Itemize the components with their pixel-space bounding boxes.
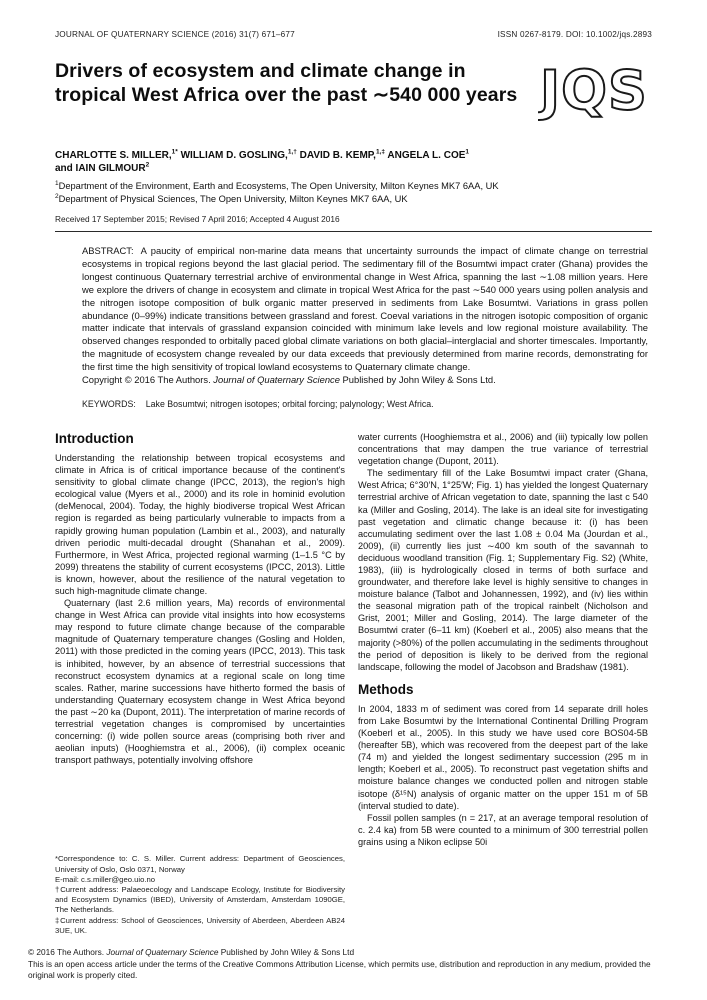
body-paragraph: water currents (Hooghiemstra et al., 2006) and (iii) typically low pollen concentrations that may dampen the true variance of terrestrial vegetation change (Dupont, 2011). bbox=[358, 431, 648, 467]
abstract bbox=[82, 245, 648, 387]
jqs-logo bbox=[538, 53, 650, 138]
author: DAVID B. KEMP,$^{1,\ddagger}$ bbox=[296, 148, 386, 161]
introduction-heading: Introduction bbox=[55, 430, 134, 446]
journal-name-italic: Journal of Quaternary Science bbox=[106, 946, 219, 957]
introduction-paragraph: Understanding the relationship between tropical ecosystems and climate in Africa is of critical importance because of the continent's sensitivity to global climate change (IPCC, 2013), the region's high ecological value (Myers et al., 2000) and its role in hominid evolution (deMenocal, 2004). Today, the highly biodiverse tropical West African region is regarded as being particularly vulnerable to impacts from a rapidly growing human population (Lambin et al., 2003), and naturally driven periodic multi-decadal drought (Shanahan et al., 2009). Furthermore, in West Africa, projected regional warming (1–1.5 °C by 2099) threatens the stability of current ecosystems (IPCC, 2013). Little is known, however, about the resilience of the natural vegetation to such high-magnitude climate change. bbox=[55, 452, 345, 596]
author-affil-mark: 1 bbox=[465, 148, 470, 156]
author-affil-mark: 1,† bbox=[287, 148, 297, 156]
issn-doi: ISSN 0267-8179. DOI: 10.1002/jqs.2893 bbox=[497, 30, 652, 39]
affiliations bbox=[55, 180, 652, 205]
body-paragraph: The sedimentary fill of the Lake Bosumtwi impact crater (Ghana, West Africa; 6°30′N, 1°25′W; Fig. 1) has yielded the longest Quaternary terrestrial archive of African vegetation to date, spanning the last c 540 ka (Miller and Gosling, 2014). The lake is an ideal site for investigating past vegetation and climatic change because it: (i) has been accumulating sediment over the last 1.08 ± 0.04 Ma (Jourdan et al., 2009), (ii) currently lies just ∼400 km south of the savannah to deciduous woodland transition (Fig. 1; Supplementary Fig. S2) (White, 1983), (iii) is hydrologically closed in terms of both surface and groundwater, and therefore lake level is highly sensitive to changes in moisture balance (Talbot and Johannessen, 1992), and (iv) lies within the seasonal migration path of the tropical rainbelt (Nicholson and Grist, 2001; Miller and Gosling, 2014). The large diameter of the Bosumtwi crater (6–11 km) (Koeberl et al., 2005) also means that the majority (>80%) of the pollen accumulating in the sediments throughout the period of deposition is likely to be derived from the regional landscape, following the model of Jacobson and Bradshaw (1981). bbox=[358, 468, 648, 672]
journal-citation: JOURNAL OF QUATERNARY SCIENCE (2016) 31(7) 671–677 bbox=[55, 30, 295, 39]
footnotes bbox=[55, 846, 345, 936]
methods-heading: Methods bbox=[358, 681, 414, 697]
author-affil-mark: 1* bbox=[171, 148, 178, 156]
footer-copyright: © 2016 The Authors. Journal of Quaternary Science Published by John Wiley & Sons Ltd bbox=[28, 946, 355, 957]
author: CHARLOTTE S. MILLER,$^{1*}$ bbox=[55, 148, 178, 161]
dates-line: Received 17 September 2015; Revised 7 April 2016; Accepted 4 August 2016 bbox=[55, 214, 340, 224]
abstract-text: A paucity of empirical non-marine data means that uncertainty surrounds the impact of climate change on terrestrial ecosystems in tropical regions beyond the last glacial period. The sedimentary fill of the Bosumtwi impact crater (Ghana) provides the longest continuous Quaternary terrestrial archive of environmental change in West Africa, spanning the last ∼1.08 million years. Here we explore the drivers of change in ecosystem and climate in tropical West Africa for the past ∼540 000 years using pollen analysis and the nitrogen isotope composition of bulk organic matter preserved in sediments from Lake Bosumtwi. Variations in grass pollen abundance (0–99%) indicate transitions between grassland and forest. Coeval variations in the nitrogen isotopic composition of organic matter indicate that intervals of grassland expansion coincided with minimum lake levels and low regional moisture availability. The observed changes responded to orbitally paced global climate variations on both glacial–interglacial and shorter timescales. Importantly, the magnitude of ecosystem change revealed by our data exceeds that previously determined from marine records, demonstrating for the first time the high sensitivity of tropical lowland ecosystems to Quaternary climate change. bbox=[82, 245, 648, 373]
author: ANGELA L. COE$^1$ bbox=[385, 148, 470, 161]
title-row bbox=[55, 59, 652, 138]
page-footer bbox=[28, 947, 678, 982]
footnote-correspondence: *Correspondence to: C. S. Miller. Current address: Department of Geosciences, University of Oslo, Oslo 0371, Norway bbox=[55, 854, 345, 874]
methods-paragraph: In 2004, 1833 m of sediment was cored from 14 separate drill holes from Lake Bosumtwi by the International Continental Drilling Program (Koeberl et al., 2005). In this study we have used core BOS04-5B (hereafter 5B), which was recovered from the deepest part of the lake (74 m) and yielded the longest sedimentary succession (295 m in length; Koeberl et al., 2005). To reconstruct past vegetation shifts and moisture balance changes we conducted pollen and nitrogen stable isotope (δ¹⁵N) analysis of organic matter on the upper 151 m of 5B (interval studied to date). bbox=[358, 703, 648, 811]
author: and IAIN GILMOUR$^2$ bbox=[55, 161, 150, 174]
footnote-email: E-mail: c.s.miller@geo.uio.no bbox=[55, 874, 156, 884]
keywords-line bbox=[82, 399, 652, 409]
jqs-logo-svg bbox=[538, 53, 650, 133]
two-column-body bbox=[55, 431, 652, 936]
keywords-label: KEYWORDS: bbox=[82, 398, 136, 409]
author-affil-mark: 2 bbox=[145, 161, 150, 169]
journal-name-italic: Journal of Quaternary Science bbox=[213, 374, 340, 386]
introduction-paragraph: Quaternary (last 2.6 million years, Ma) records of environmental change in West Africa can provide vital insights into how ecosystems may respond to future climate change because of the comparable magnitude of Quaternary temperature changes (Gosling and Holden, 2011) with those predicted in the coming years (IPCC, 2013). This task is inhibited, however, by an absence of terrestrial successions that reconstruct ecosystem dynamics at a regional scale on long time scales. Rather, marine successions have hitherto formed the basis of understanding Quaternary ecosystem change in West Africa beyond the past ∼20 ka (Dupont, 2011). The interpretation of marine records of terrestrial vegetation changes is compromised by uncertainties concerning: (i) wide pollen source areas (comprising both river and aeolian inputs) (Hooghiemstra et al., 2006), (ii) complex oceanic transport pathways, potentially involving offshore bbox=[55, 598, 345, 766]
introduction-section bbox=[55, 431, 345, 846]
author-affil-mark: 1,‡ bbox=[375, 148, 386, 156]
affiliation: $^1$Department of the Environment, Earth and Ecosystems, The Open University, Milton Keynes MK7 6AA, UK bbox=[55, 179, 499, 191]
article-title: Drivers of ecosystem and climate change in tropical West Africa over the past ∼540 000 years bbox=[55, 60, 518, 106]
header-rule bbox=[55, 231, 652, 232]
affiliation: $^2$Department of Physical Sciences, The Open University, Milton Keynes MK7 6AA, UK bbox=[55, 192, 408, 204]
methods-paragraph: Fossil pollen samples (n = 217, at an average temporal resolution of c. 2.4 ka) from 5B were counted to a minimum of 300 terrestrial pollen grains using a Nikon eclipse 50i bbox=[358, 812, 648, 847]
author-list bbox=[55, 149, 652, 175]
jqs-logo-text: JQS bbox=[540, 59, 648, 122]
footnote-address-double-dagger: ‡Current address: School of Geosciences, University of Aberdeen, Aberdeen AB24 3UE, UK. bbox=[55, 915, 345, 935]
keywords-text: Lake Bosumtwi; nitrogen isotopes; orbital forcing; palynology; West Africa. bbox=[145, 398, 434, 409]
footnote-address-dagger: †Current address: Palaeoecology and Landscape Ecology, Institute for Biodiversity and Ecosystem Dynamics (IBED), University of Amsterdam, Amsterdam 1090GE, The Netherlands. bbox=[55, 884, 345, 915]
left-column bbox=[55, 431, 345, 936]
abstract-copyright: Copyright © 2016 The Authors. Journal of Quaternary Science Published by John Wiley & Sons Ltd. bbox=[82, 374, 496, 386]
masthead bbox=[55, 30, 652, 39]
abstract-label: ABSTRACT: bbox=[82, 245, 134, 256]
author: WILLIAM D. GOSLING,$^{1,\dagger}$ bbox=[177, 148, 297, 161]
footer-license: This is an open access article under the terms of the Creative Commons Attribution License, which permits use, distribution and reproduction in any medium, provided the original work is properly cited. bbox=[28, 958, 651, 981]
right-column bbox=[358, 431, 648, 936]
